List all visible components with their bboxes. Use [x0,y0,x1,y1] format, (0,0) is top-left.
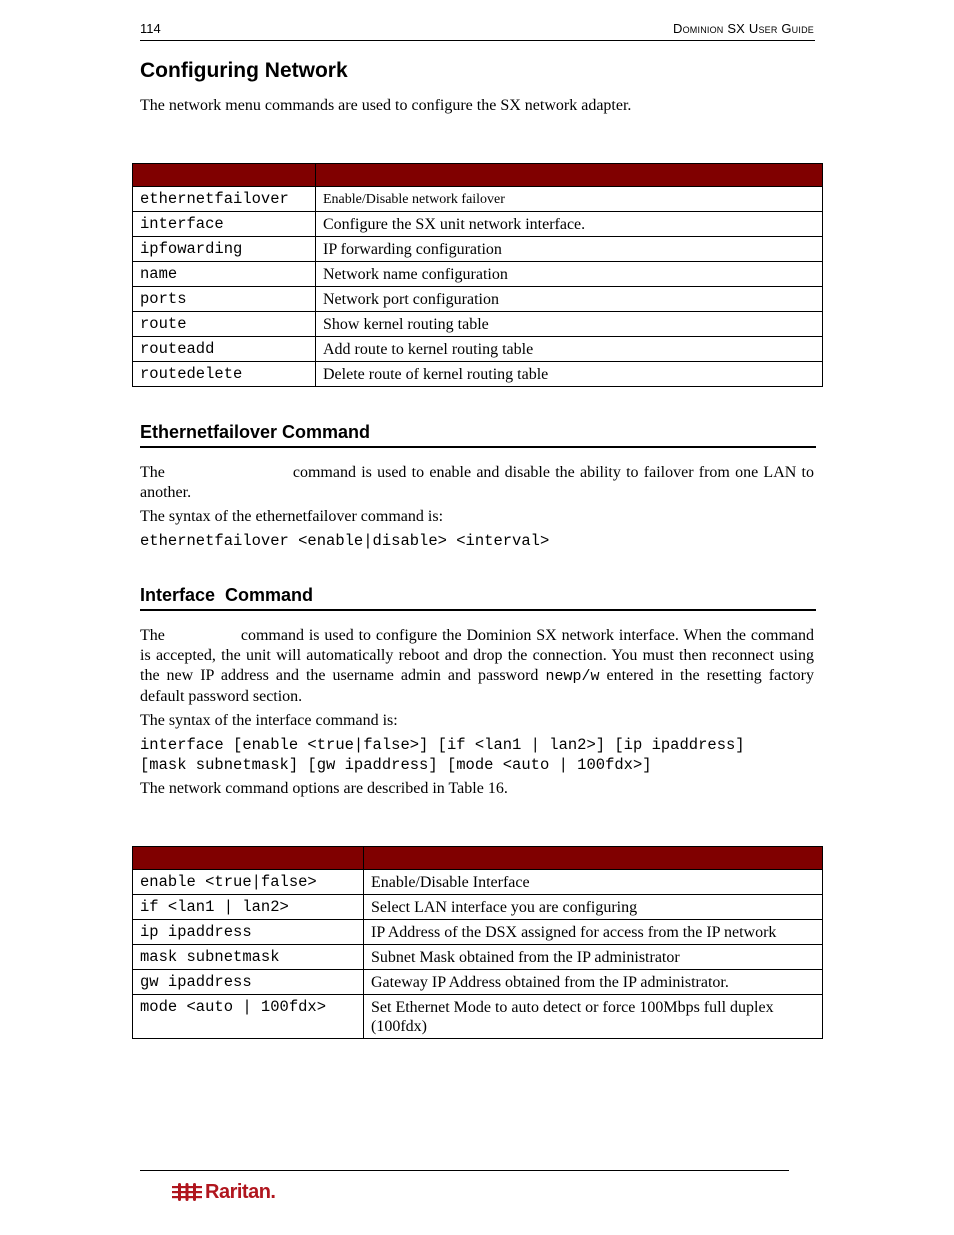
section-title: Configuring Network [140,59,348,82]
table-row [133,337,823,362]
footer-rule [140,1170,789,1171]
option-cell: mask subnetmask [133,945,364,970]
description-cell: Subnet Mask obtained from the IP administrator [364,945,823,970]
guide-title: Dominion SX User Guide [673,21,814,36]
option-cell: gw ipaddress [133,970,364,995]
table-row [133,945,823,970]
header-rule [140,40,815,41]
description-cell: Delete route of kernel routing table [316,362,823,387]
interface-syntax-intro: The syntax of the interface command is: [140,712,398,729]
table-row [133,212,823,237]
description-cell: Gateway IP Address obtained from the IP administrator. [364,970,823,995]
description-cell: IP forwarding configuration [316,237,823,262]
table-row [133,920,823,945]
command-cell: ipfowarding [133,237,316,262]
ethernetfailover-syntax-intro: The syntax of the ethernetfailover command is: [140,508,444,525]
ethernetfailover-description [140,463,814,503]
option-cell: if <lan1 | lan2> [133,895,364,920]
interface-description [140,626,814,707]
command-cell: routedelete [133,362,316,387]
description-cell: Network port configuration [316,287,823,312]
para-rest: command is used to enable and disable the ability to failover from one LAN to another. [140,464,814,501]
description-cell: Configure the SX unit network interface. [316,212,823,237]
interface-heading: Interface Command [140,585,314,605]
options-note: The network command options are described in Table 16. [140,780,508,797]
description-cell: Network name configuration [316,262,823,287]
command-cell: interface [133,212,316,237]
heading-rule [140,446,816,448]
network-commands-table [132,163,823,387]
para-start: The [140,627,165,644]
description-cell: Add route to kernel routing table [316,337,823,362]
table-row [133,995,823,1039]
para-start: The [140,464,165,481]
command-cell: route [133,312,316,337]
table-row [133,362,823,387]
raritan-logo-mark-icon [172,1182,202,1202]
ethernetfailover-heading: Ethernetfailover Command [140,422,371,442]
table-row [133,895,823,920]
command-cell: routeadd [133,337,316,362]
table-header-row [133,164,823,187]
interface-options-table [132,846,823,1039]
default-password: newp/w [545,668,600,685]
interface-syntax: interface [enable <true|false>] [if <lan1 | lan2>] [ip ipaddress] [mask subnetmask] [gw ipaddress] [mode <auto | 100fdx>] [140,736,745,774]
para-rest: command is used to configure the Dominion SX network interface. When the command is accepted, the unit will automatically reboot and drop the connection. You must then reconnect using the new IP address and the username admin and password [140,627,814,684]
table-row [133,970,823,995]
page-number: 114 [140,21,161,36]
table-header-row [133,847,823,870]
option-cell: ip ipaddress [133,920,364,945]
table-row [133,237,823,262]
description-cell: Show kernel routing table [316,312,823,337]
description-cell: Enable/Disable Interface [364,870,823,895]
section-intro: The network menu commands are used to configure the SX network adapter. [140,97,632,114]
heading-rule [140,609,816,611]
command-cell: ports [133,287,316,312]
table-row [133,287,823,312]
description-cell: IP Address of the DSX assigned for access from the IP network [364,920,823,945]
description-cell: Enable/Disable network failover [316,187,823,212]
para-end: entered in the resetting factory default password section. [140,667,815,705]
logo-text: Raritan. [205,1180,276,1203]
command-cell: ethernetfailover [133,187,316,212]
option-cell: enable <true|false> [133,870,364,895]
table-row [133,312,823,337]
description-cell: Set Ethernet Mode to auto detect or force 100Mbps full duplex (100fdx) [364,995,823,1039]
table-row [133,262,823,287]
raritan-logo [172,1180,275,1204]
table-row [133,187,823,212]
table-row [133,870,823,895]
ethernetfailover-syntax: ethernetfailover <enable|disable> <interval> [140,532,550,550]
description-cell: Select LAN interface you are configuring [364,895,823,920]
option-cell: mode <auto | 100fdx> [133,995,364,1039]
command-cell: name [133,262,316,287]
